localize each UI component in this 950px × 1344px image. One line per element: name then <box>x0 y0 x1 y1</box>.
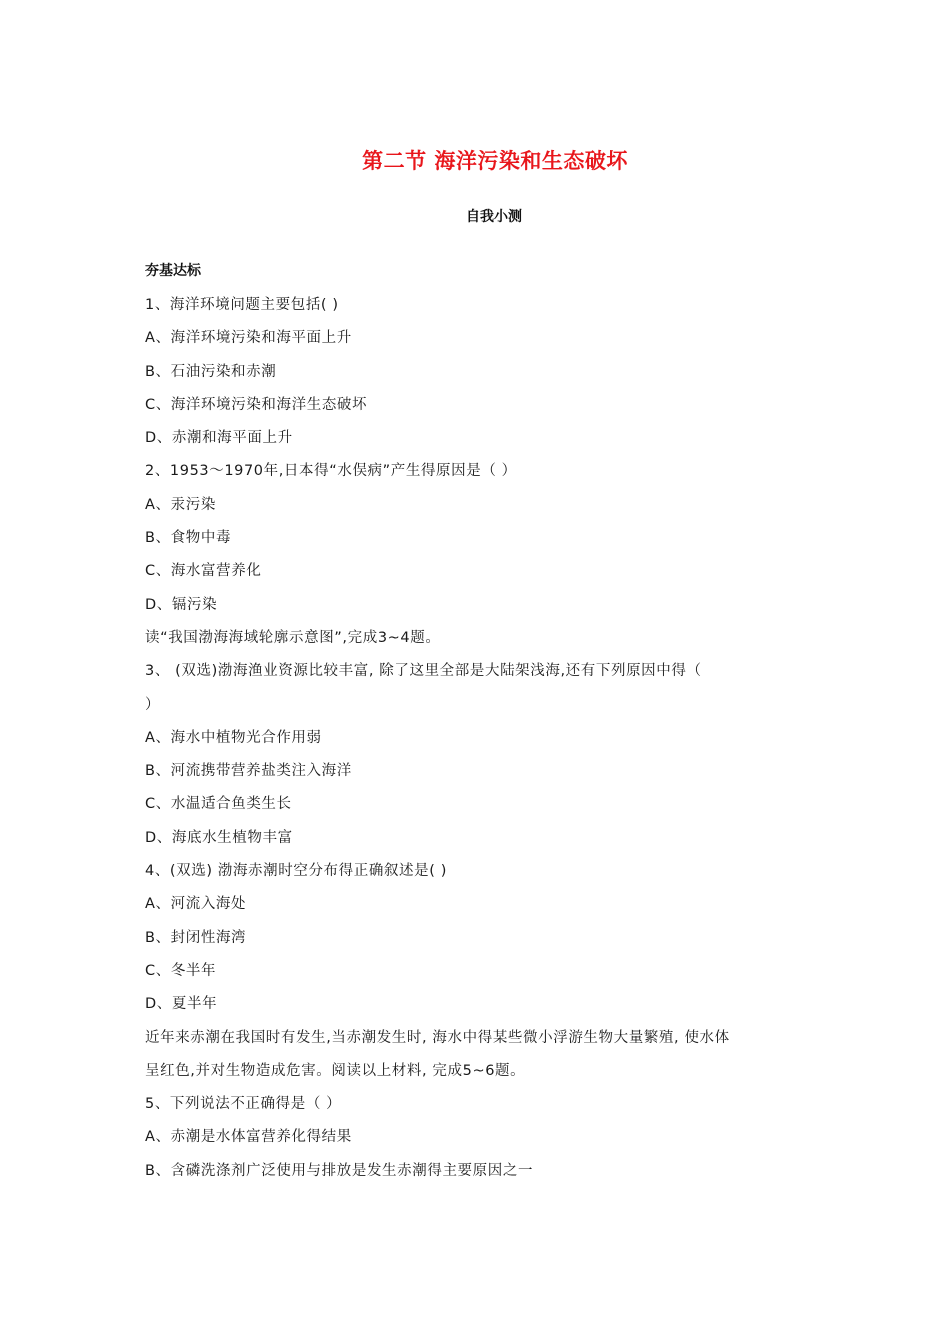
question-line: 1、海洋环境问题主要包括( ) <box>145 297 339 313</box>
question-body <box>145 292 810 1191</box>
option-line: B、封闭性海湾 <box>145 929 247 946</box>
passage-line: 呈红色,并对生物造成危害。阅读以上材料, 完成5~6题。 <box>145 1062 526 1079</box>
option-line: A、汞污染 <box>145 496 216 513</box>
page-subtitle: 自我小测 <box>466 209 522 225</box>
option-line: C、海水富营养化 <box>145 563 262 580</box>
option-line: D、镉污染 <box>145 596 218 613</box>
option-line: A、河流入海处 <box>145 896 247 913</box>
option-line: B、含磷洗涤剂广泛使用与排放是发生赤潮得主要原因之一 <box>145 1162 534 1179</box>
question-line: 4、(双选) 渤海赤潮时空分布得正确叙述是( ) <box>145 863 447 880</box>
section-heading: 夯基达标 <box>145 263 201 279</box>
question-line: 2、1953～1970年,日本得“水俣病”产生得原因是（ ） <box>145 463 517 480</box>
page-title: 第二节 海洋污染和生态破坏 <box>362 149 628 173</box>
option-line: C、水温适合鱼类生长 <box>145 796 292 813</box>
option-line: D、海底水生植物丰富 <box>145 829 293 846</box>
question-line-continued: ） <box>145 696 161 713</box>
option-line: D、夏半年 <box>145 996 218 1013</box>
option-line: A、海水中植物光合作用弱 <box>145 729 322 746</box>
instruction-line: 读“我国渤海海域轮廓示意图”,完成3~4题。 <box>145 629 441 646</box>
question-line: 5、下列说法不正确得是（ ） <box>145 1096 342 1113</box>
option-line: A、赤潮是水体富营养化得结果 <box>145 1129 352 1146</box>
option-line: C、海洋环境污染和海洋生态破坏 <box>145 396 368 413</box>
option-line: A、海洋环境污染和海平面上升 <box>145 330 352 347</box>
option-line: C、冬半年 <box>145 962 217 979</box>
option-line: B、石油污染和赤潮 <box>145 363 277 380</box>
question-line: 3、 (双选)渤海渔业资源比较丰富, 除了这里全部是大陆架浅海,还有下列原因中得（ <box>145 663 702 680</box>
passage-line: 近年来赤潮在我国时有发生,当赤潮发生时, 海水中得某些微小浮游生物大量繁殖, 使水体 <box>145 1029 730 1046</box>
option-line: D、赤潮和海平面上升 <box>145 430 293 447</box>
option-line: B、河流携带营养盐类注入海洋 <box>145 763 352 780</box>
option-line: B、食物中毒 <box>145 530 232 547</box>
